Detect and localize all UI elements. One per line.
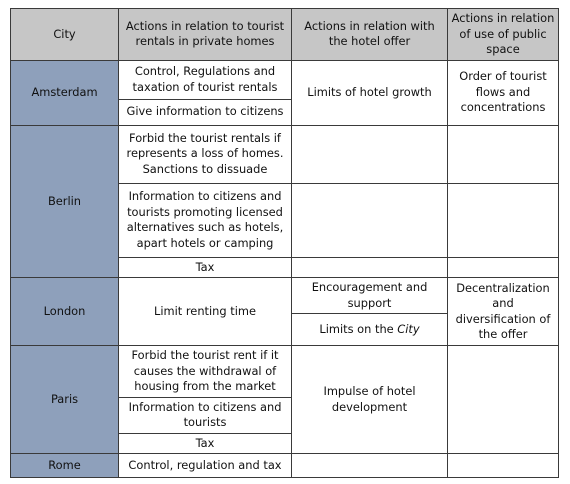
cell-rome-private: Control, regulation and tax — [119, 454, 292, 478]
cell-amsterdam-private-2: Give information to citizens — [119, 99, 292, 125]
cell-berlin-private-2: Information to citizens and tourists promoting licensed alternatives such as hotels, apart hotels or camping — [119, 183, 292, 257]
cell-rome-public — [448, 454, 559, 478]
table-row — [11, 346, 559, 398]
cell-berlin-hotel-2 — [292, 183, 448, 257]
cell-berlin-private-1 — [119, 125, 292, 183]
cell-berlin-public-3 — [448, 257, 559, 278]
cell-amsterdam-private-1: Control, Regulations and taxation of tourist rentals — [119, 60, 292, 99]
city-amsterdam: Amsterdam — [11, 60, 119, 125]
cell-paris-public — [448, 346, 559, 454]
cell-berlin-hotel-3 — [292, 257, 448, 278]
header-hotel-offer: Actions in relation with the hotel offer — [292, 9, 448, 61]
table-row — [11, 60, 559, 99]
header-row — [11, 9, 559, 61]
city-berlin: Berlin — [11, 125, 119, 278]
cell-berlin-private-1-sanctions: Sanctions to dissuade — [142, 161, 268, 176]
cell-london-hotel-1: Encouragement and support — [292, 278, 448, 314]
cell-london-hotel-2 — [292, 314, 448, 346]
table-row — [11, 125, 559, 183]
cell-amsterdam-hotel: Limits of hotel growth — [292, 60, 448, 125]
cell-berlin-private-1-text: Forbid the tourist rentals if represents a loss of homes. — [126, 130, 284, 161]
city-paris: Paris — [11, 346, 119, 454]
table-row — [11, 278, 559, 314]
cell-berlin-public-2 — [448, 183, 559, 257]
header-private-rentals: Actions in relation to tourist rentals in private homes — [119, 9, 292, 61]
cell-rome-hotel — [292, 454, 448, 478]
cell-paris-private-1: Forbid the tourist rent if it causes the withdrawal of housing from the market — [119, 346, 292, 398]
header-public-space: Actions in relation of use of public space — [448, 9, 559, 61]
city-london: London — [11, 278, 119, 346]
cell-paris-hotel: Impulse of hotel development — [292, 346, 448, 454]
cell-london-private: Limit renting time — [119, 278, 292, 346]
cell-london-hotel-2-city: City — [397, 321, 420, 336]
cell-london-public: Decentralization and diversification of the offer — [448, 278, 559, 346]
cell-london-hotel-2-prefix: Limits on the — [319, 321, 398, 336]
policy-table — [10, 8, 559, 478]
cell-paris-private-2: Information to citizens and tourists — [119, 397, 292, 433]
city-rome: Rome — [11, 454, 119, 478]
table-row — [11, 454, 559, 478]
cell-paris-private-3: Tax — [119, 433, 292, 454]
cell-amsterdam-public: Order of tourist flows and concentrations — [448, 60, 559, 125]
header-city: City — [11, 9, 119, 61]
cell-berlin-public-1 — [448, 125, 559, 183]
cell-berlin-hotel-1 — [292, 125, 448, 183]
cell-berlin-private-3: Tax — [119, 257, 292, 278]
